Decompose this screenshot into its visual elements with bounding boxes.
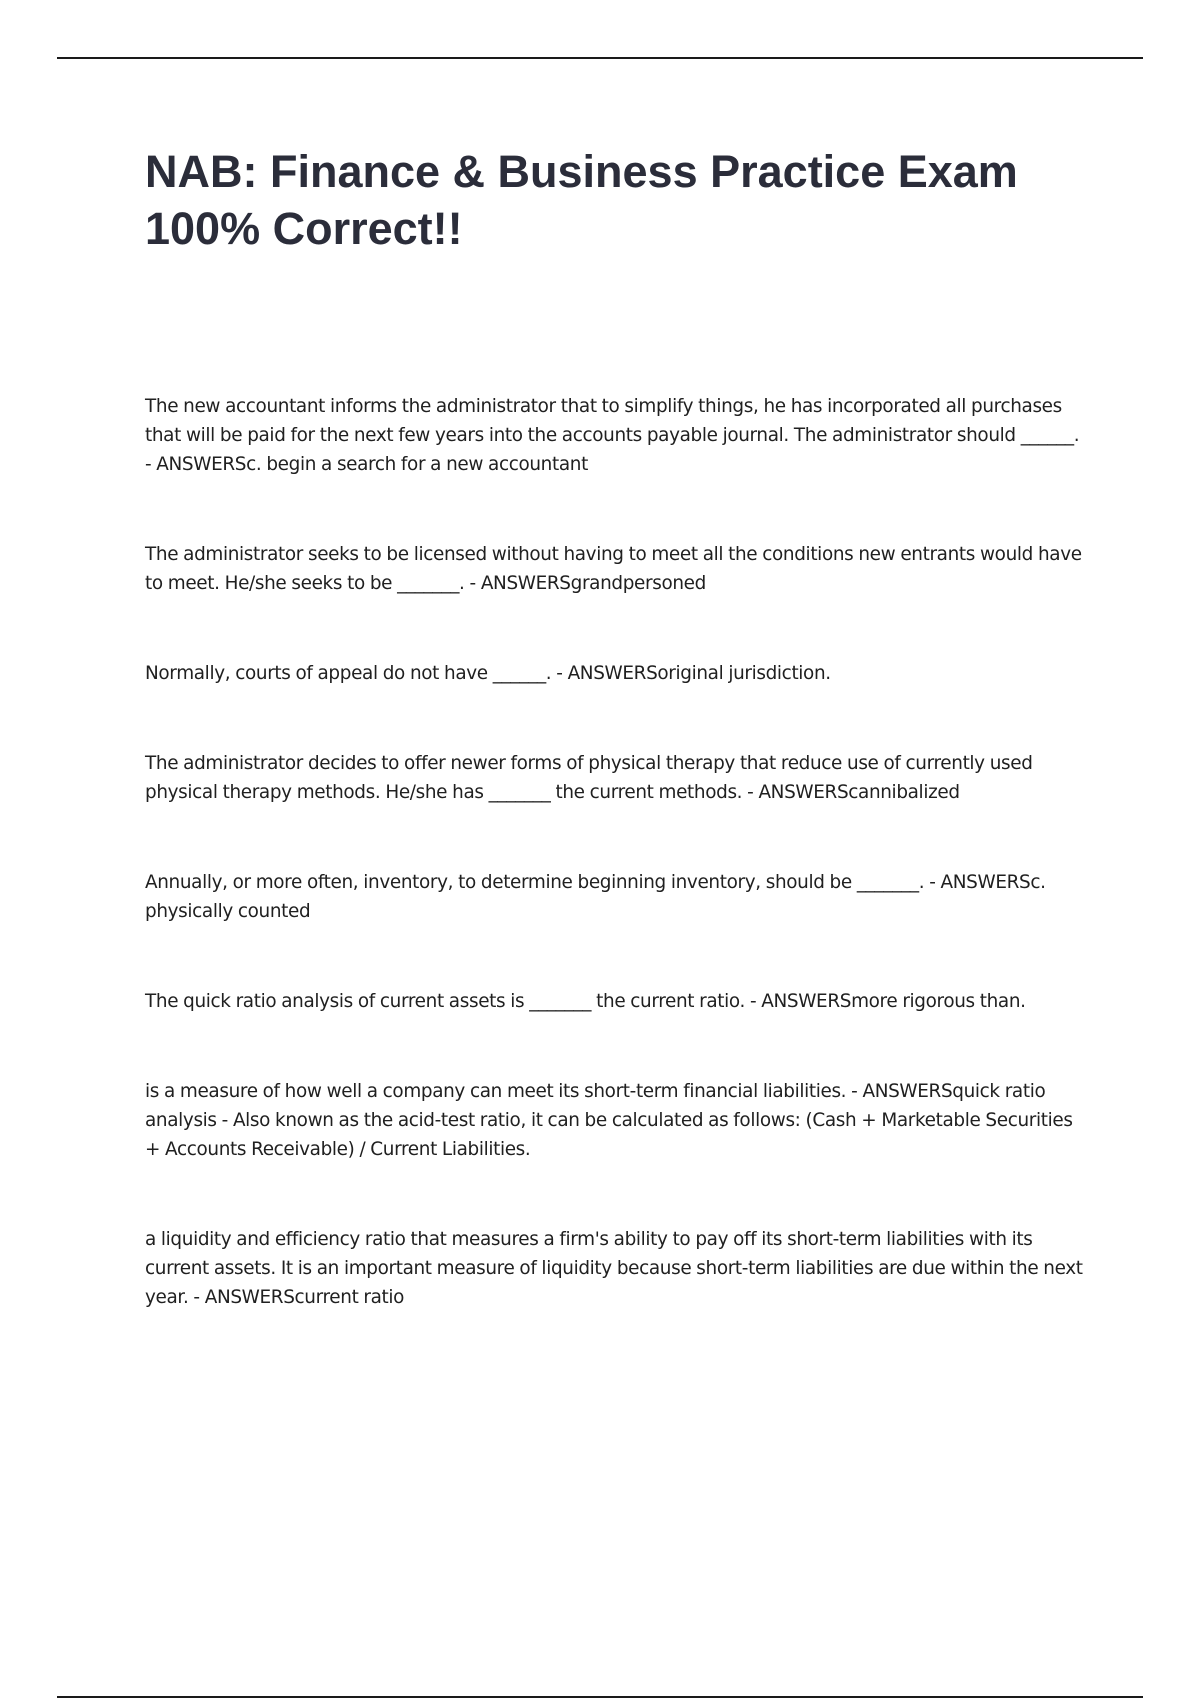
qa-item: a liquidity and efficiency ratio that measures a firm's ability to pay off its short-term liabilities with its current assets. It is an important measure of liquidity because short-term liabilities are due within the next year. - ANSWERScurrent ratio — [145, 1229, 1083, 1308]
qa-item: The administrator seeks to be licensed without having to meet all the conditions new entrants would have to meet. He/she seeks to be _______. - ANSWERSgrandpersoned — [145, 544, 1082, 594]
qa-item: The quick ratio analysis of current assets is _______ the current ratio. - ANSWERSmore rigorous than. — [145, 991, 1026, 1012]
footer-rule — [57, 1696, 1143, 1698]
qa-item: is a measure of how well a company can meet its short-term financial liabilities. - ANSWERSquick ratio analysis - Also known as the acid-test ratio, it can be calculated as follows: (Cash + Marketable Securities + Accounts Receivable) / Current Liabilities. — [145, 1081, 1073, 1160]
document-title: NAB: Finance & Business Practice Exam 100% Correct!! — [145, 146, 1018, 254]
header-rule — [57, 57, 1143, 59]
qa-item: The new accountant informs the administrator that to simplify things, he has incorporated all purchases that will be paid for the next few years into the accounts payable journal. The administrator should ______. - ANSWERSc. begin a search for a new accountant — [145, 396, 1080, 475]
qa-item: The administrator decides to offer newer forms of physical therapy that reduce use of currently used physical therapy methods. He/she has _______ the current methods. - ANSWERScannibalized — [145, 753, 1033, 803]
question-answer-list — [145, 392, 1085, 1312]
qa-item: Annually, or more often, inventory, to determine beginning inventory, should be _______. - ANSWERSc. physically counted — [145, 872, 1046, 922]
qa-item: Normally, courts of appeal do not have ______. - ANSWERSoriginal jurisdiction. — [145, 663, 831, 684]
